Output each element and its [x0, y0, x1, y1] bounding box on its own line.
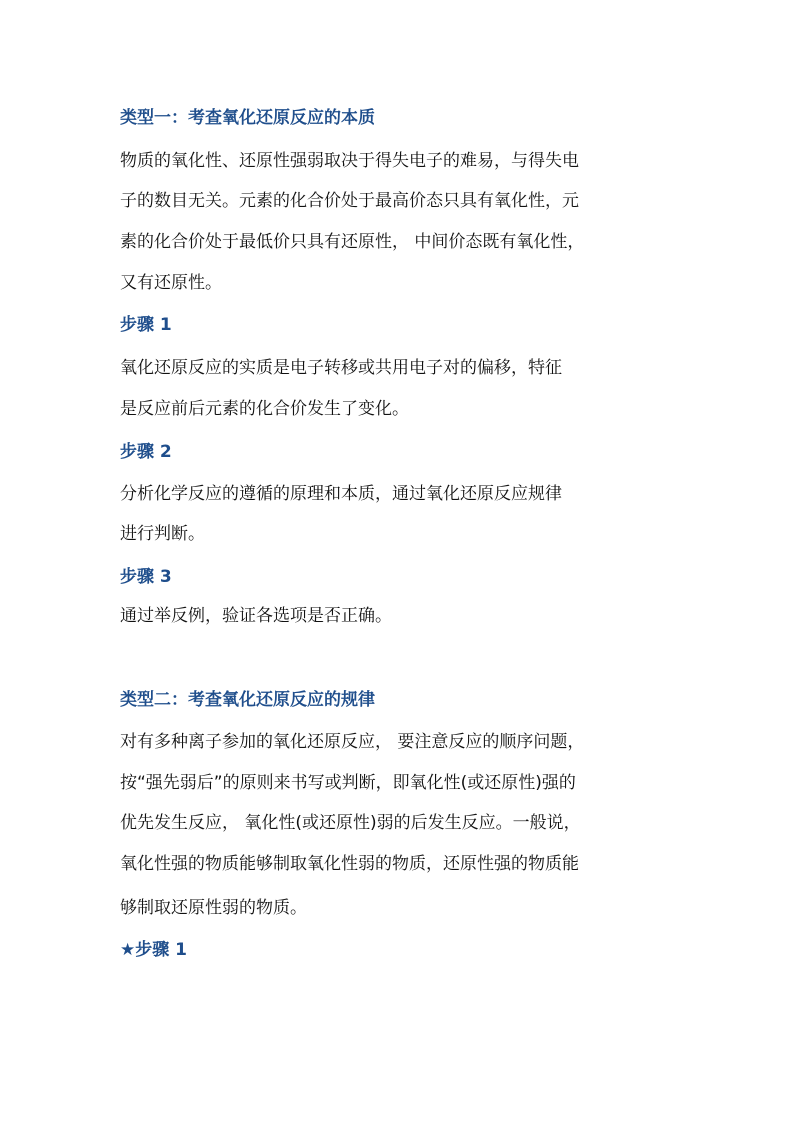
section-1-paragraph-line-2: 子的数目无关。元素的化合价处于最高价态只具有氧化性，元: [120, 191, 579, 211]
section-2-paragraph-line-2: 按“强先弱后”的原则来书写或判断，即氧化性(或还原性)强的: [120, 773, 576, 793]
section-1-step-2-line-1: 分析化学反应的遵循的原理和本质，通过氧化还原反应规律: [120, 484, 562, 504]
section-1-step-1-line-1: 氧化还原反应的实质是电子转移或共用电子对的偏移，特征: [120, 358, 562, 378]
section-1-step-1-label: 步骤 1: [120, 315, 172, 335]
section-2-paragraph-line-3: 优先发生反应， 氧化性(或还原性)弱的后发生反应。一般说，: [120, 813, 581, 833]
star-icon: ★: [120, 940, 136, 960]
section-1-step-3-line-1: 通过举反例，验证各选项是否正确。: [120, 606, 392, 626]
section-2-paragraph-line-4: 氧化性强的物质能够制取氧化性弱的物质，还原性强的物质能: [120, 854, 579, 874]
section-1-step-2-label: 步骤 2: [120, 442, 172, 462]
section-1-step-3-label: 步骤 3: [120, 567, 172, 587]
section-2-step-1-label: [120, 940, 187, 960]
section-2-paragraph-line-1: 对有多种离子参加的氧化还原反应， 要注意反应的顺序问题，: [120, 732, 585, 752]
section-2-heading: 类型二：考查氧化还原反应的规律: [120, 690, 375, 710]
section-1-paragraph-line-4: 又有还原性。: [120, 273, 222, 293]
section-1-step-2-line-2: 进行判断。: [120, 524, 205, 544]
section-1-heading: 类型一：考查氧化还原反应的本质: [120, 108, 375, 128]
section-2-paragraph-line-5: 够制取还原性弱的物质。: [120, 898, 307, 918]
section-2-step-1-text: 步骤 1: [135, 940, 187, 960]
section-1-paragraph-line-1: 物质的氧化性、还原性强弱取决于得失电子的难易，与得失电: [120, 151, 579, 171]
section-1-paragraph-line-3: 素的化合价处于最低价只具有还原性， 中间价态既有氧化性，: [120, 232, 585, 252]
section-1-step-1-line-2: 是反应前后元素的化合价发生了变化。: [120, 399, 409, 419]
